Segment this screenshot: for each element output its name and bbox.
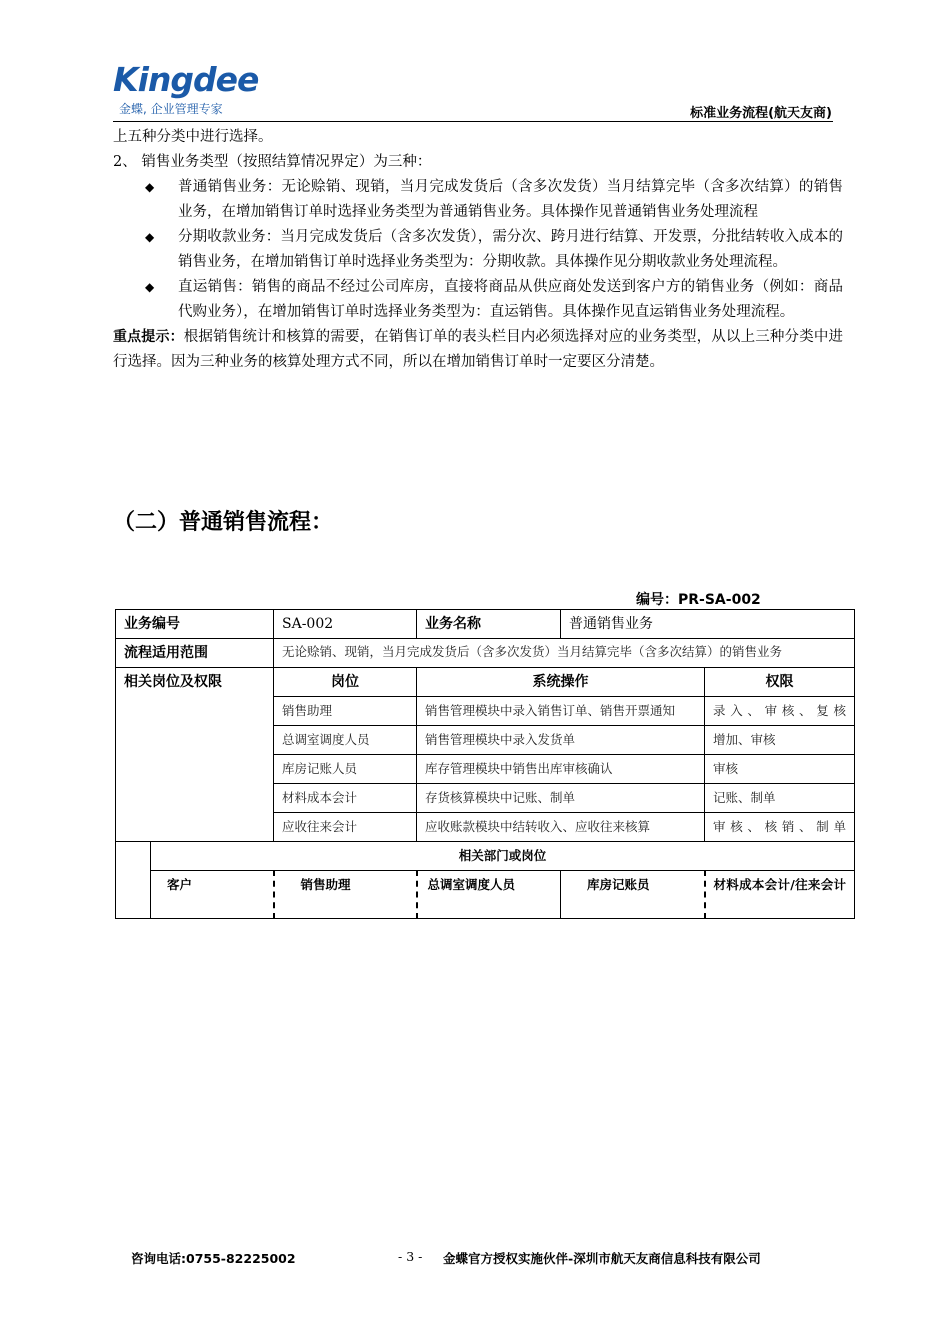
process-code: 编号：PR-SA-002 (636, 592, 761, 608)
header-divider (113, 121, 833, 122)
footer-partner: 金蝶官方授权实施伙伴-深圳市航天友商信息科技有限公司 (443, 1251, 761, 1266)
biz-name-label: 业务名称 (417, 610, 561, 639)
scope-label: 流程适用范围 (116, 639, 274, 668)
biz-no-value: SA-002 (274, 610, 417, 639)
bullet-text: 分期收款业务：当月完成发货后（含多次发货），需分次、跨月进行结算、开发票，分批结转收入成本的销售业务，在增加销售订单时选择业务类型为：分期收款。具体操作见分期收款业务处理流程。 (178, 229, 843, 270)
post-cell: 材料成本会计 (274, 784, 417, 813)
dept-warehouse-clerk: 库房记账员 (561, 871, 705, 919)
table-row (116, 871, 855, 919)
bullet-item (113, 175, 843, 225)
biz-no-label: 业务编号 (116, 610, 274, 639)
operation-cell: 销售管理模块中录入销售订单、销售开票通知 (417, 697, 705, 726)
table-row (116, 610, 855, 639)
key-tip-label: 重点提示： (113, 329, 184, 345)
diamond-bullet-icon: ◆ (145, 180, 155, 194)
key-tip-paragraph (113, 325, 843, 375)
table-row (116, 639, 855, 668)
kingdee-logo (113, 62, 258, 117)
dept-customer: 客户 (151, 871, 274, 919)
paragraph-line1: 上五种分类中进行选择。 (113, 129, 273, 145)
col-header-post: 岗位 (274, 668, 417, 697)
bullet-text: 直运销售：销售的商品不经过公司库房，直接将商品从供应商处发送到客户方的销售业务（例如：商品代购业务），在增加销售订单时选择业务类型为：直运销售。具体操作见直运销售业务处理流程。 (178, 279, 843, 320)
operation-cell: 销售管理模块中录入发货单 (417, 726, 705, 755)
logo-wordmark: Kingdee (113, 60, 259, 99)
bullet-text: 普通销售业务：无论赊销、现销，当月完成发货后（含多次发货）当月结算完毕（含多次结算）的销售业务，在增加销售订单时选择业务类型为普通销售业务。具体操作见普通销售业务处理流程 (178, 179, 843, 220)
operation-cell: 存货核算模块中记账、制单 (417, 784, 705, 813)
blank-corner-cell (116, 842, 151, 919)
paragraph-item2: 2、 销售业务类型（按照结算情况界定）为三种： (113, 154, 432, 170)
permission-cell: 审核 (705, 755, 855, 784)
post-cell: 总调室调度人员 (274, 726, 417, 755)
dept-sales-assistant: 销售助理 (274, 871, 417, 919)
biz-name-value: 普通销售业务 (561, 610, 855, 639)
col-header-operation: 系统操作 (417, 668, 705, 697)
bullet-item (113, 275, 843, 325)
post-cell: 库房记账人员 (274, 755, 417, 784)
diamond-bullet-icon: ◆ (145, 280, 155, 294)
table-row (116, 842, 855, 871)
footer-phone: 咨询电话:0755-82225002 (131, 1251, 296, 1266)
post-cell: 应收往来会计 (274, 813, 417, 842)
roles-label: 相关岗位及权限 (116, 668, 274, 842)
table-row (116, 668, 855, 697)
dept-header: 相关部门或岗位 (151, 842, 855, 871)
bullet-item (113, 225, 843, 275)
section-title: （二）普通销售流程： (113, 510, 334, 535)
scope-value: 无论赊销、现销，当月完成发货后（含多次发货）当月结算完毕（含多次结算）的销售业务 (274, 639, 855, 668)
body-content (113, 125, 843, 375)
permission-cell: 录入、审核、复核 (705, 697, 855, 726)
logo-tagline: 金蝶, 企业管理专家 (119, 102, 223, 116)
post-cell: 销售助理 (274, 697, 417, 726)
permission-cell: 增加、审核 (705, 726, 855, 755)
document-header-title: 标准业务流程(航天友商) (690, 106, 832, 121)
process-table (115, 609, 855, 919)
footer-page-number: - 3 - (398, 1249, 423, 1264)
permission-cell: 记账、制单 (705, 784, 855, 813)
permission-cell: 审核、核销、制单 (705, 813, 855, 842)
key-tip-text: 根据销售统计和核算的需要，在销售订单的表头栏目内必须选择对应的业务类型，从以上三种分类中进行选择。因为三种业务的核算处理方式不同，所以在增加销售订单时一定要区分清楚。 (113, 329, 843, 370)
col-header-permission: 权限 (705, 668, 855, 697)
dept-dispatcher: 总调室调度人员 (417, 871, 561, 919)
operation-cell: 应收账款模块中结转收入、应收往来核算 (417, 813, 705, 842)
operation-cell: 库存管理模块中销售出库审核确认 (417, 755, 705, 784)
diamond-bullet-icon: ◆ (145, 230, 155, 244)
dept-cost-accountant: 材料成本会计/往来会计 (705, 871, 855, 919)
